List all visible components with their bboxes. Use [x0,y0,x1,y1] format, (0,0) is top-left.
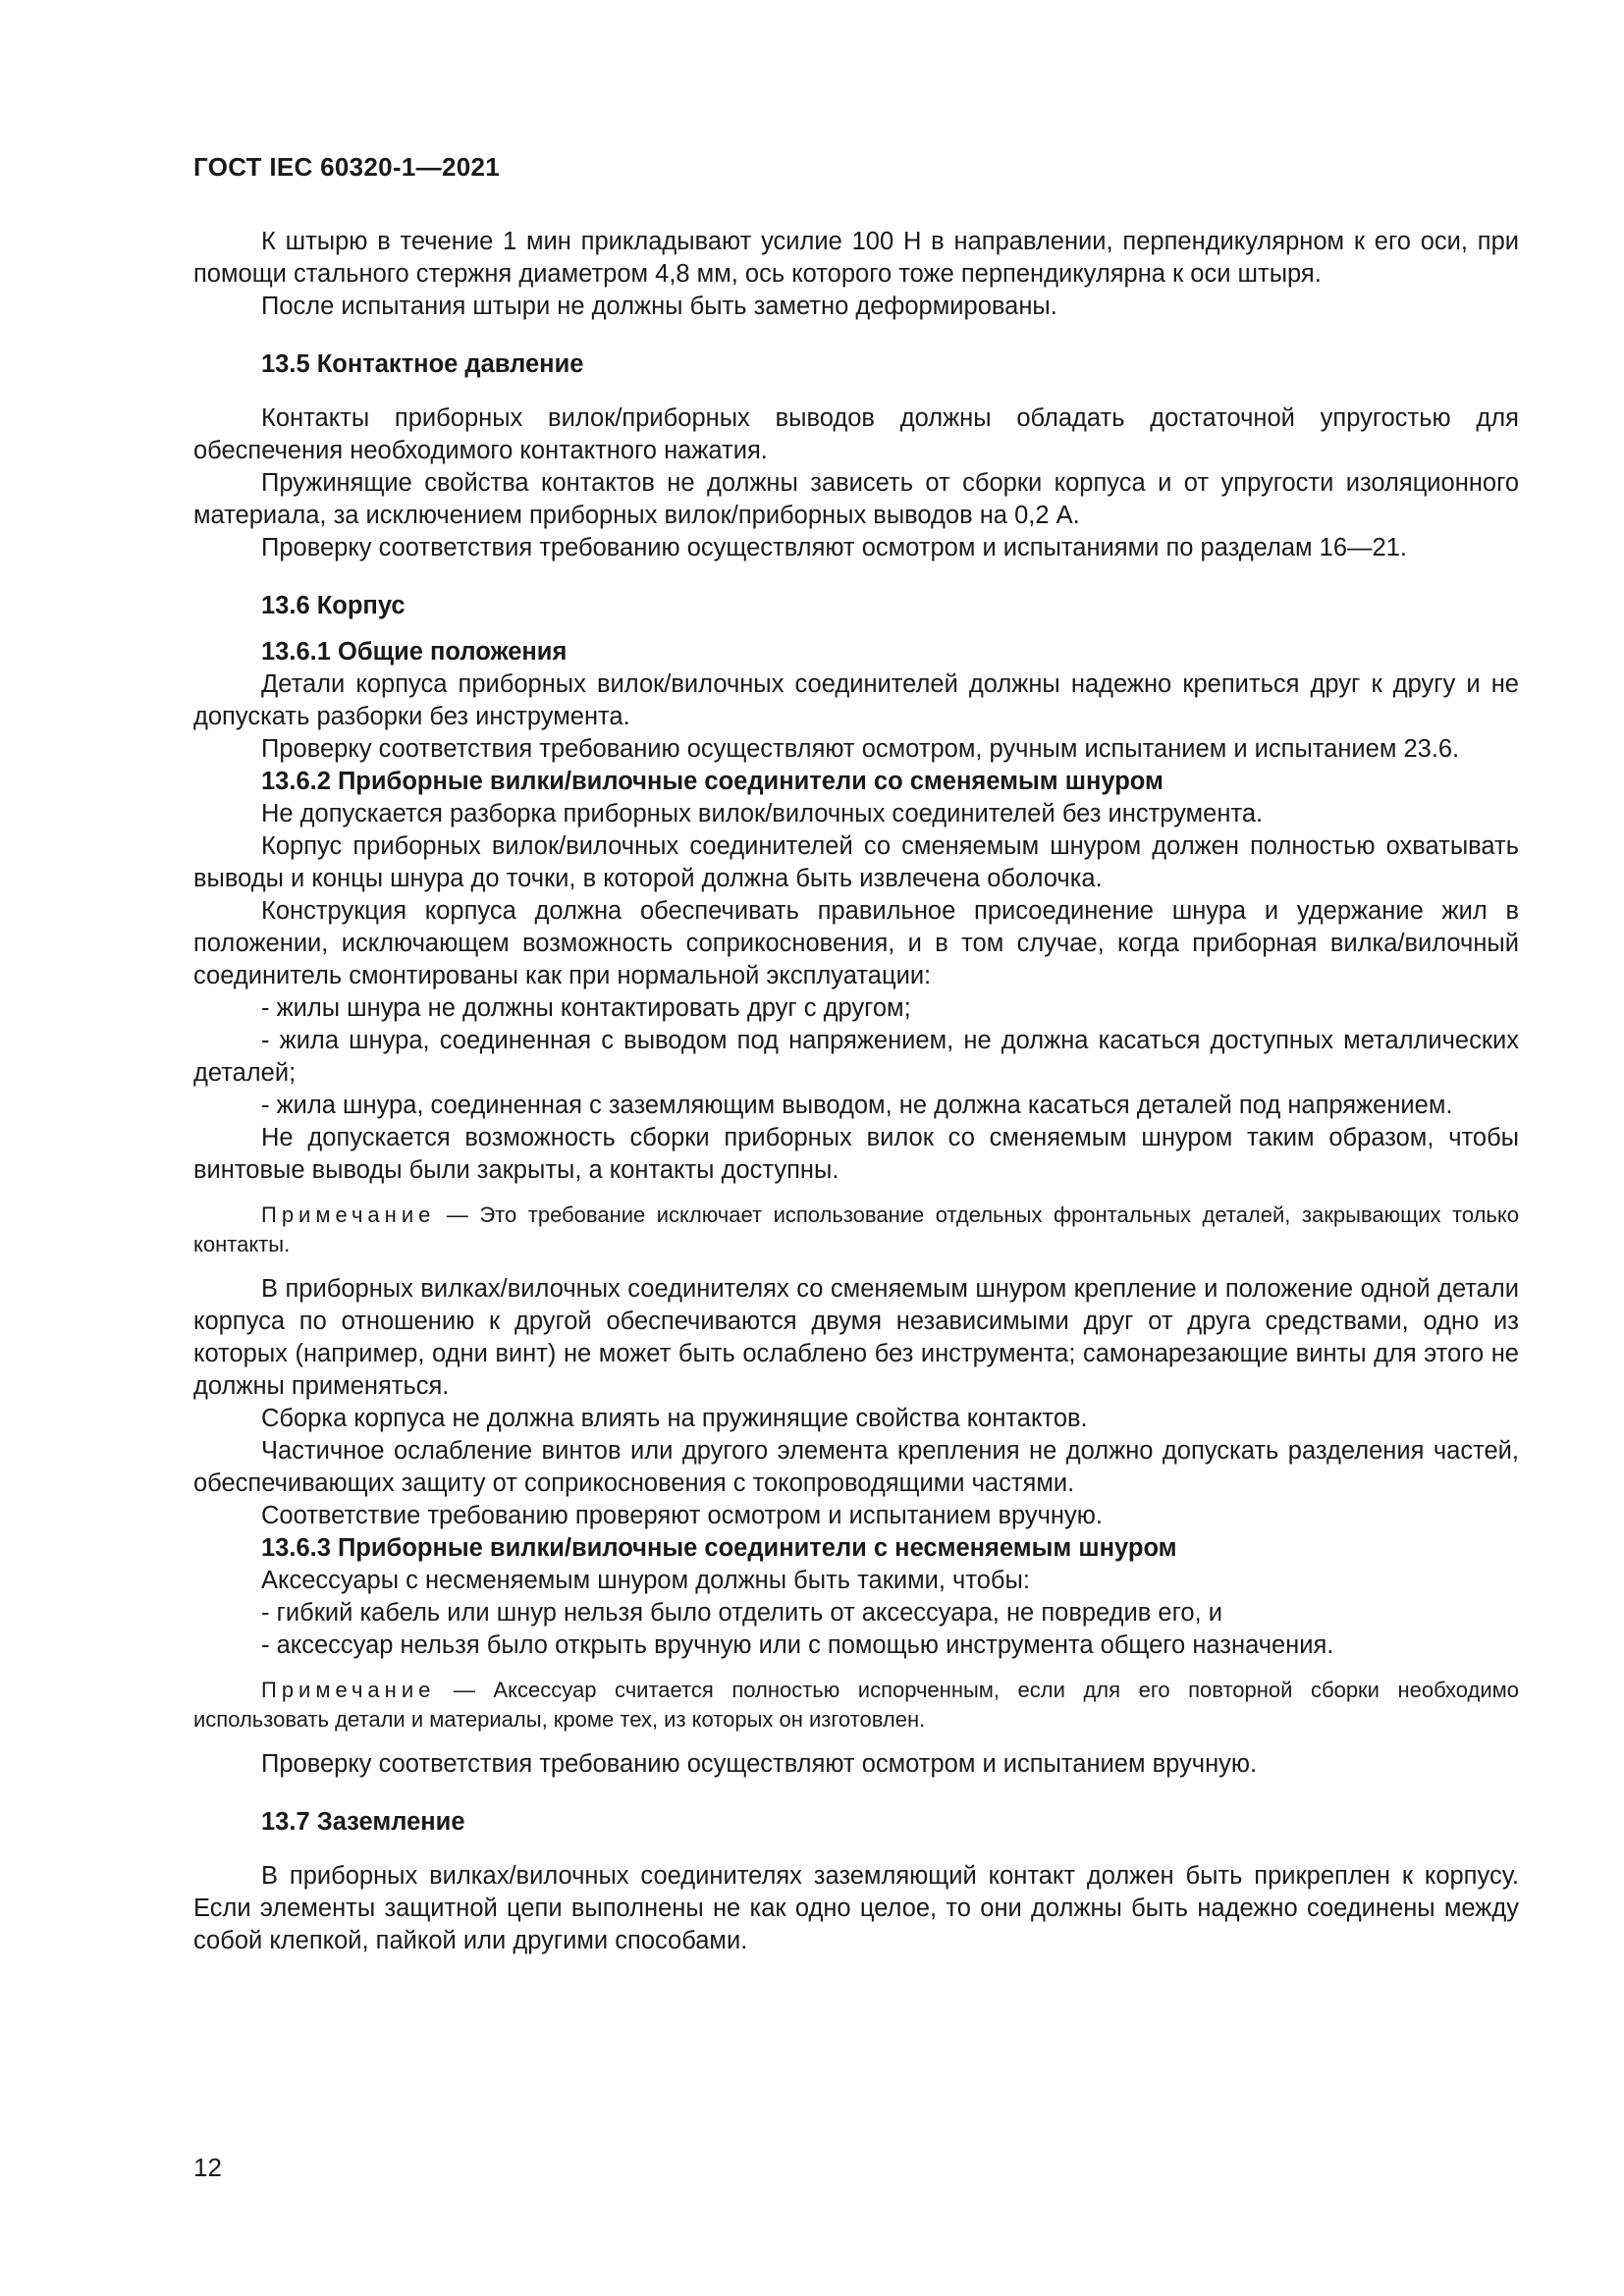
list-item: - аксессуар нельзя было открыть вручную или с помощью инструмента общего назначения. [261,1631,1334,1659]
page-number: 12 [193,2153,222,2182]
note-text: — Это требование исключает использование отдельных фронтальных деталей, закрывающих только контакты. [193,1202,1519,1256]
paragraph: Соответствие требованию проверяют осмотром и испытанием вручную. [261,1502,1103,1529]
paragraph: Пружинящие свойства контактов не должны зависеть от сборки корпуса и от упругости изоляционного материала, за исключением приборных вилок/приборных выводов на 0,2 А. [193,469,1519,529]
list-item: - гибкий кабель или шнур нельзя было отделить от аксессуара, не повредив его, и [261,1599,1222,1627]
paragraph: Проверку соответствия требованию осуществляют осмотром, ручным испытанием и испытанием 23.6. [261,735,1460,763]
subsection-heading-13-6-3: 13.6.3 Приборные вилки/вилочные соединители с несменяемым шнуром [261,1534,1177,1562]
list-item: - жила шнура, соединенная с заземляющим выводом, не должна касаться деталей под напряжением. [261,1092,1453,1119]
subsection-heading-13-6-1: 13.6.1 Общие положения [261,638,568,666]
note [193,1201,1519,1259]
paragraph: Аксессуары с несменяемым шнуром должны быть такими, чтобы: [261,1567,1030,1594]
document-body [193,226,1519,1957]
paragraph: После испытания штыри не должны быть заметно деформированы. [261,293,1057,320]
paragraph: В приборных вилках/вилочных соединителях со сменяемым шнуром крепление и положение одной детали корпуса по отношению к другой обеспечиваются двумя независимыми друг от друга средствами, одно из которых (например, одни винт) не может быть ослаблено без инструмента; самонарезающие винты для этого не должны применяться. [193,1275,1519,1400]
section-heading-13-5: 13.5 Контактное давление [261,350,584,378]
paragraph: Корпус приборных вилок/вилочных соединителей со сменяемым шнуром должен полностью охватывать выводы и концы шнура до точки, в которой должна быть извлечена оболочка. [193,832,1519,892]
paragraph: Частичное ослабление винтов или другого элемента крепления не должно допускать разделения частей, обеспечивающих защиту от соприкосновения с токопроводящими частями. [193,1437,1519,1497]
note-label: Примечание [261,1678,436,1702]
paragraph: К штырю в течение 1 мин прикладывают усилие 100 Н в направлении, перпендикулярном к его оси, при помощи стального стержня диаметром 4,8 мм, ось которого тоже перпендикулярна к оси штыря. [193,228,1519,288]
subsection-heading-13-6-2: 13.6.2 Приборные вилки/вилочные соединители со сменяемым шнуром [261,768,1164,795]
section-heading-13-7: 13.7 Заземление [261,1808,465,1836]
paragraph: Сборка корпуса не должна влиять на пружинящие свойства контактов. [261,1405,1088,1432]
paragraph: В приборных вилках/вилочных соединителях заземляющий контакт должен быть прикреплен к корпусу. Если элементы защитной цепи выполнены не как одно целое, то они должны быть надежно соединены между собой клепкой, пайкой или другими способами. [193,1862,1519,1954]
paragraph: Не допускается разборка приборных вилок/вилочных соединителей без инструмента. [261,800,1264,828]
paragraph: Проверку соответствия требованию осуществляют осмотром и испытанием вручную. [261,1750,1258,1778]
paragraph: Проверку соответствия требованию осуществляют осмотром и испытаниями по разделам 16—21. [261,534,1407,561]
paragraph: Контакты приборных вилок/приборных выводов должны обладать достаточной упругостью для обеспечения необходимого контактного нажатия. [193,404,1519,464]
section-heading-13-6: 13.6 Корпус [261,592,406,619]
list-item: - жила шнура, соединенная с выводом под напряжением, не должна касаться доступных металлических деталей; [193,1027,1519,1087]
paragraph: Конструкция корпуса должна обеспечивать правильное присоединение шнура и удержание жил в положении, исключающем возможность соприкосновения, и в том случае, когда приборная вилка/вилочный соединитель смонтированы как при нормальной эксплуатации: [193,897,1519,989]
note-label: Примечание [261,1202,436,1227]
note [193,1676,1519,1735]
paragraph: Не допускается возможность сборки приборных вилок со сменяемым шнуром таким образом, чтобы винтовые выводы были закрыты, а контакты доступны. [193,1124,1519,1184]
note-text: — Аксессуар считается полностью испорченным, если для его повторной сборки необходимо использовать детали и материалы, кроме тех, из которых он изготовлен. [193,1678,1519,1732]
paragraph: Детали корпуса приборных вилок/вилочных соединителей должны надежно крепиться друг к другу и не допускать разборки без инструмента. [193,670,1519,730]
list-item: - жилы шнура не должны контактировать друг с другом; [261,994,911,1022]
document-header: ГОСТ IEC 60320-1—2021 [193,152,500,182]
